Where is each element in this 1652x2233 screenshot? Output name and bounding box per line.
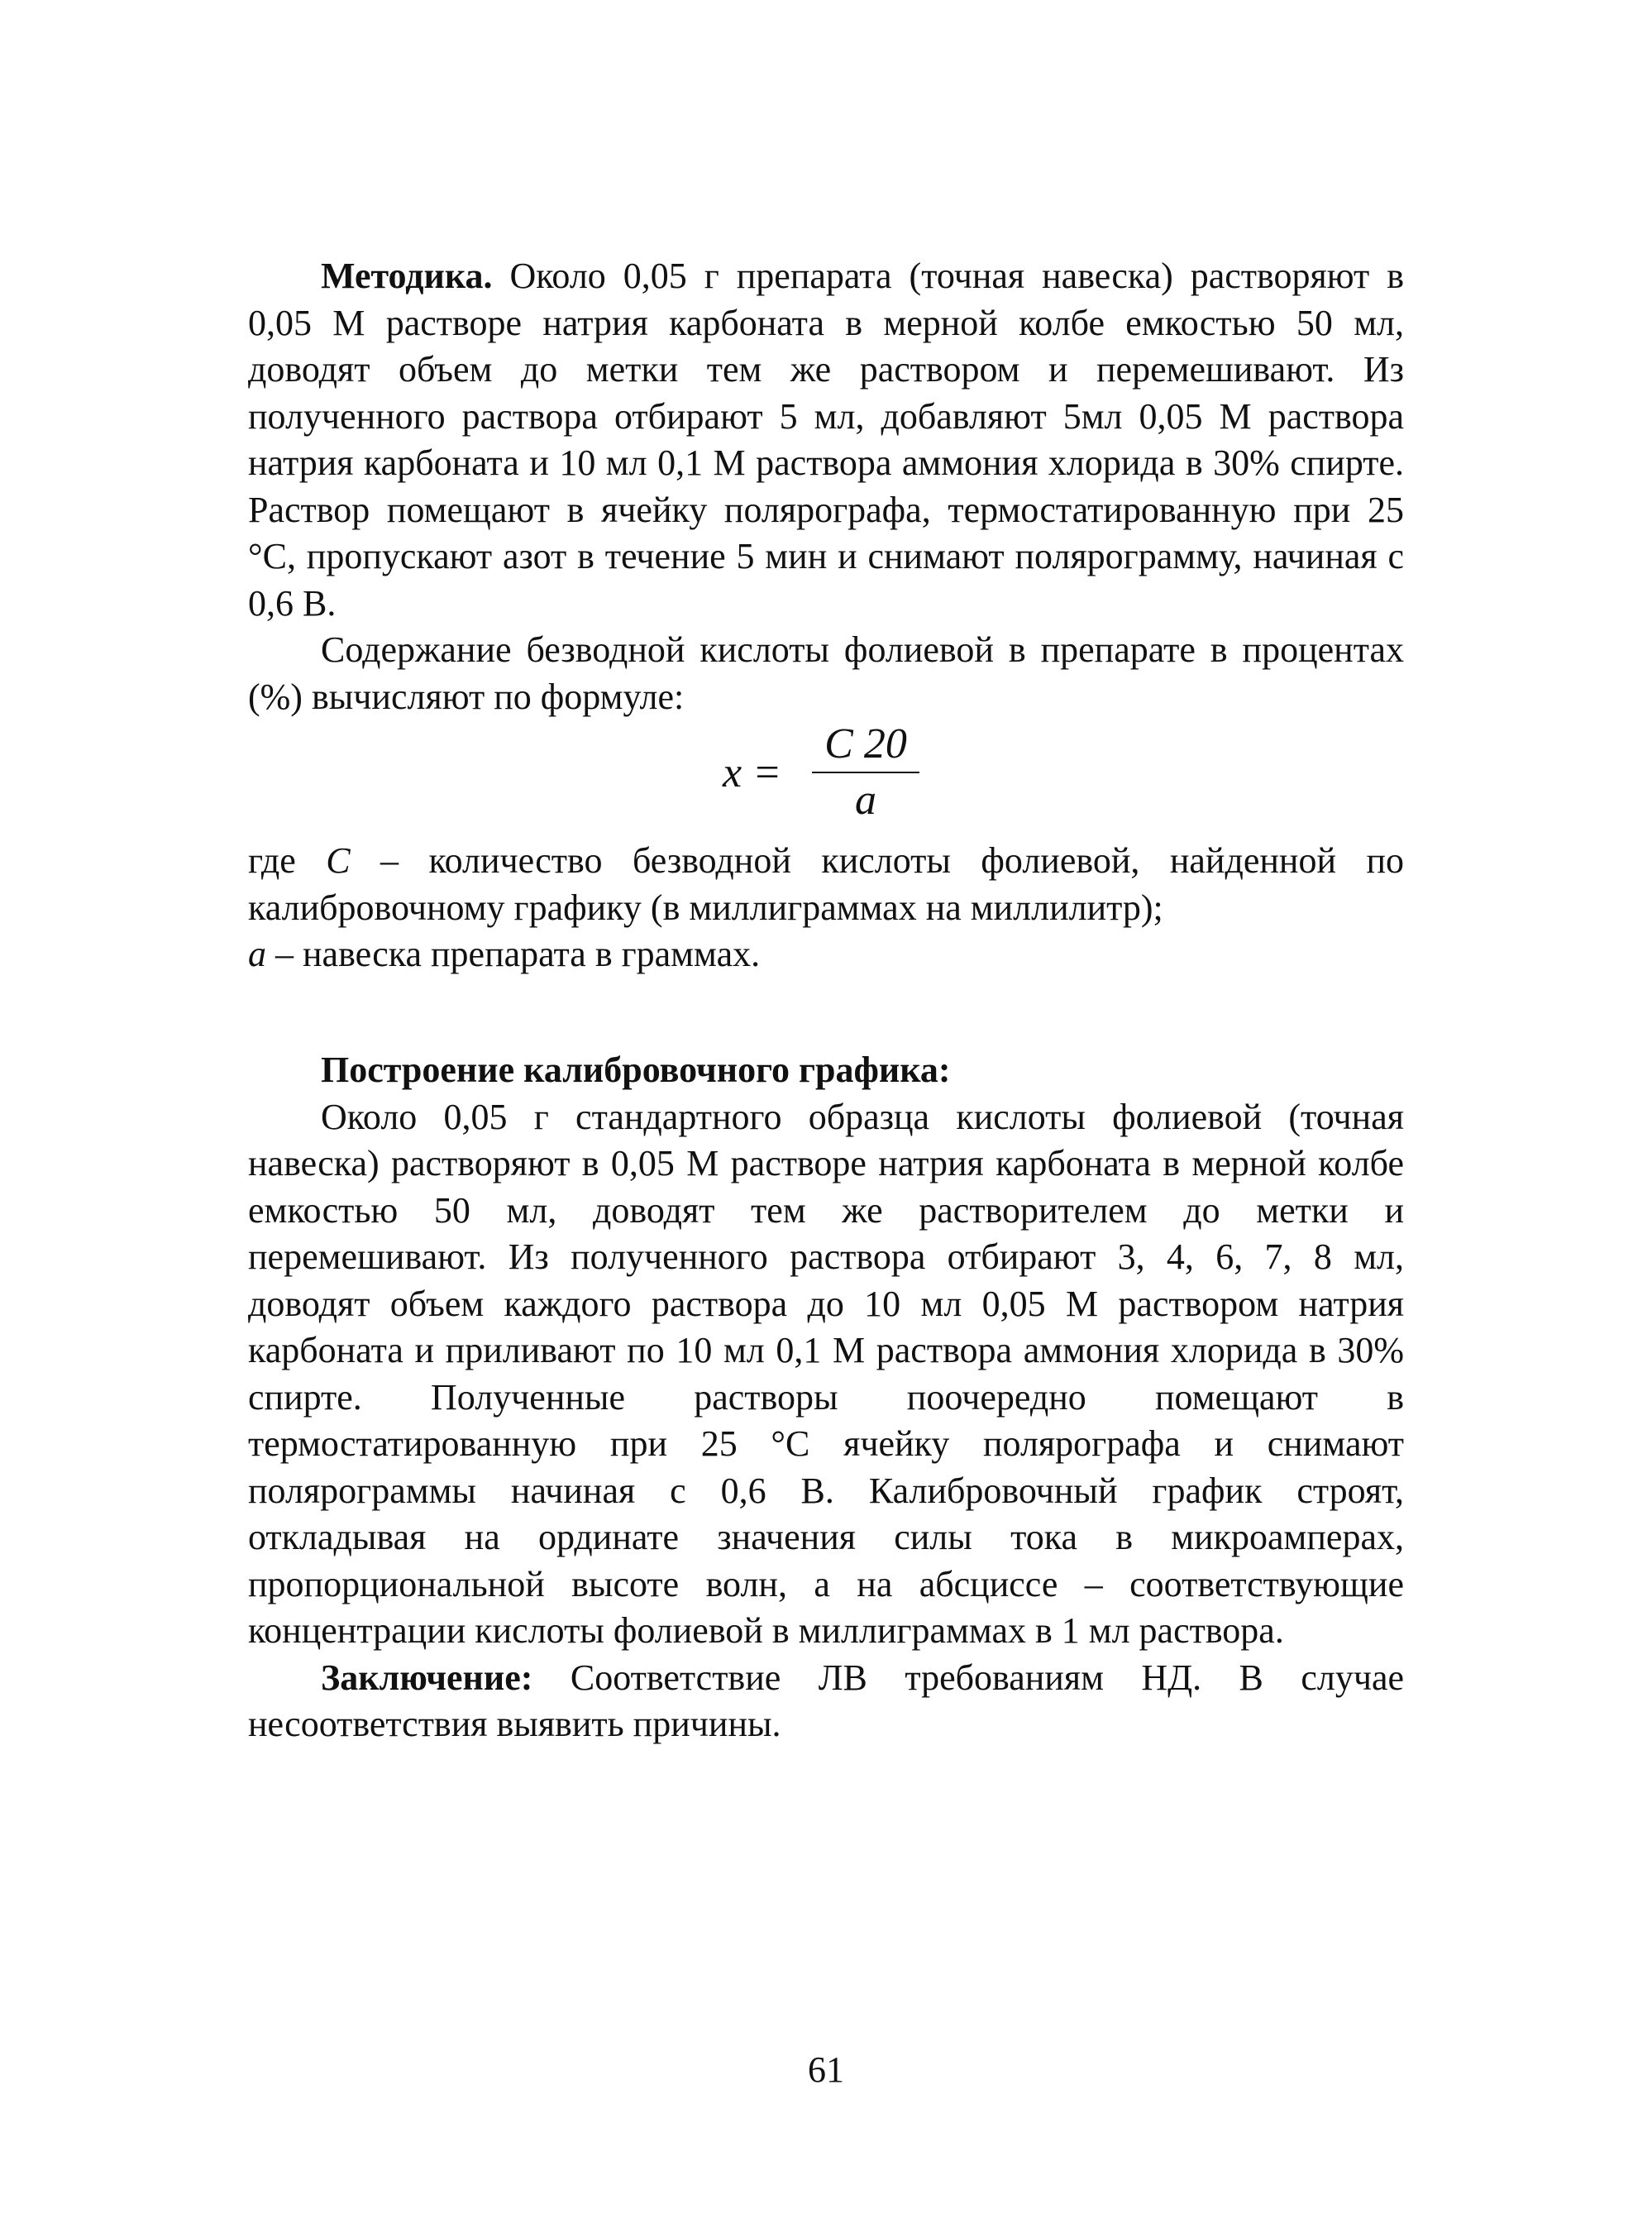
page-number: 61 — [808, 2049, 844, 2090]
legend-a-symbol: a — [248, 934, 266, 974]
legend-a-paragraph — [248, 931, 1404, 978]
conclusion-label: Заключение: — [321, 1657, 533, 1698]
methodology-text: Около 0,05 г препарата (точная навеска) растворяют в 0,05 М растворе натрия карбоната в мерной колбе емкостью 50 мл, доводят объем до метки тем же раствором и перемешивают. Из полученного раствора отбирают 5 мл, добавляют 5мл 0,05 М раствора натрия карбоната и 10 мл 0,1 М раствора аммония хлорида в 30% спирте. Раствор помещают в ячейку полярографа, термостатированную при 25 °С, пропускают азот в течение 5 мин и снимают полярограмму, начиная с 0,6 В. — [248, 256, 1404, 624]
upper-text-block — [248, 253, 1404, 978]
calculation-intro-paragraph: Содержание безводной кислоты фолиевой в препарате в процентах (%) вычисляют по формуле: — [248, 629, 1404, 717]
lower-text-block — [248, 1047, 1404, 1748]
legend-c-text: – количество безводной кислоты фолиевой, найденной по калибровочному графику (в миллиграммах на миллилитр); — [248, 840, 1404, 928]
formula-fraction — [804, 720, 928, 825]
legend-c-prefix: где — [248, 840, 327, 881]
legend-c-paragraph — [248, 838, 1404, 931]
legend-c-symbol: C — [326, 840, 351, 881]
legend-a-text: – навеска препарата в граммах. — [266, 934, 761, 974]
conclusion-text: Соответствие ЛВ требованиям НД. В случае несоответствия выявить причины. — [248, 1657, 1404, 1744]
methodology-label: Методика. — [321, 256, 493, 296]
methodology-paragraph — [248, 253, 1404, 627]
conclusion-paragraph — [248, 1655, 1404, 1748]
formula-lhs: x = — [723, 749, 782, 796]
formula-denominator: a — [855, 777, 876, 824]
calibration-paragraph: Около 0,05 г стандартного образца кислоты фолиевой (точная навеска) растворяют в 0,05 М растворе натрия карбоната в мерной колбе емкостью 50 мл, доводят тем же растворителем до метки и перемешивают. Из полученного раствора отбирают 3, 4, 6, 7, 8 мл, доводят объем каждого раствора до 10 мл 0,05 М раствором натрия карбоната и приливают по 10 мл 0,1 М раствора аммония хлорида в 30% спирте. Полученные растворы поочередно помещают в термостатированную при 25 °С ячейку полярографа и снимают полярограммы начиная с 0,6 В. Калибровочный график строят, откладывая на ординате значения силы тока в микроамперах, пропорциональной высоте волн, а на абсциссе – соответствующие концентрации кислоты фолиевой в миллиграммах в 1 мл раствора. — [248, 1096, 1404, 1651]
formula-numerator — [804, 720, 928, 768]
content-formula — [248, 720, 1404, 838]
formula-numerator-text: C 20 — [824, 720, 907, 767]
fraction-bar — [812, 772, 919, 773]
calibration-heading: Построение калибровочного графика: — [321, 1050, 951, 1090]
